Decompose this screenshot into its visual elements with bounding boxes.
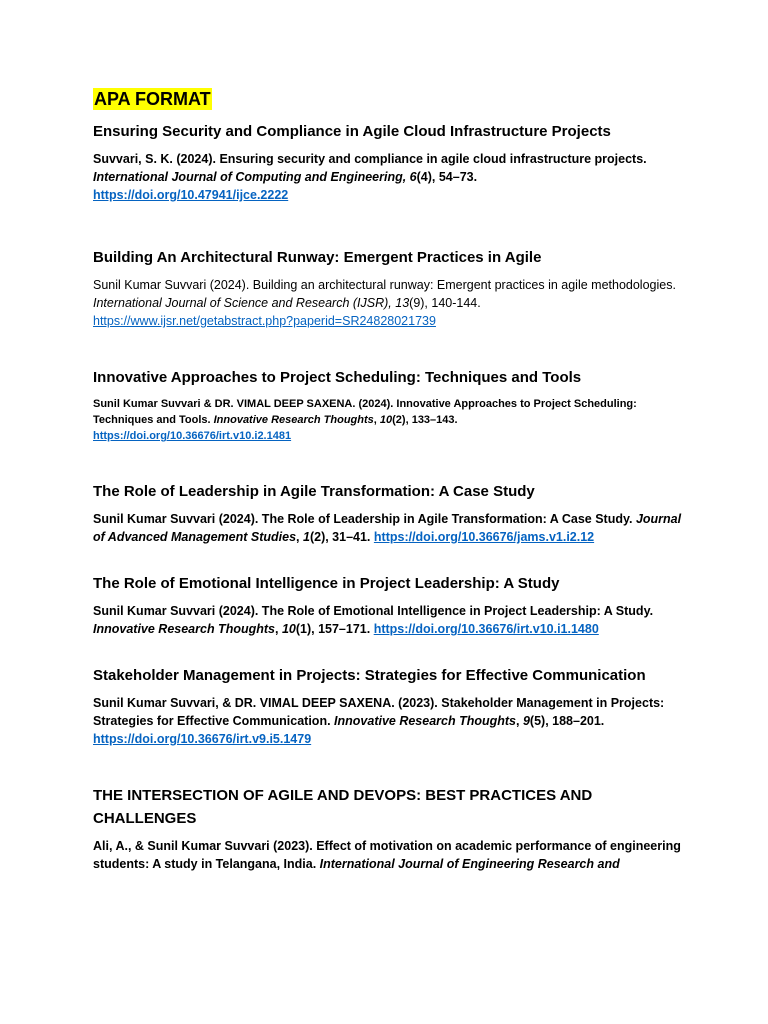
citation-issue: (9), 140-144. bbox=[409, 296, 481, 310]
citation-issue: (5), 188–201. bbox=[529, 714, 605, 728]
reference-citation bbox=[93, 837, 688, 873]
citation-journal: Innovative Research Thoughts bbox=[93, 622, 275, 636]
citation-text: Ali, A., & Sunil Kumar Suvvari (2023). Effect of motivation on academic performance of engineering students: A study in Telangana, India. bbox=[93, 839, 681, 871]
reference-entry bbox=[93, 366, 688, 444]
citation-volume: 10 bbox=[379, 414, 393, 426]
reference-title: Building An Architectural Runway: Emergent Practices in Agile bbox=[93, 249, 542, 266]
citation-sep: , bbox=[296, 530, 303, 544]
document-heading: APA FORMAT bbox=[94, 89, 211, 109]
reference-title: The Role of Leadership in Agile Transformation: A Case Study bbox=[93, 483, 535, 500]
doi-link[interactable]: https://doi.org/10.47941/ijce.2222 bbox=[93, 188, 289, 202]
reference-entry bbox=[93, 664, 688, 748]
doi-link[interactable]: https://doi.org/10.36676/irt.v10.i2.1481 bbox=[93, 430, 292, 442]
citation-issue: (2), 31–41. bbox=[309, 530, 374, 544]
citation-journal: Innovative Research Thoughts bbox=[213, 414, 374, 426]
citation-journal: International Journal of Science and Research (IJSR), 13 bbox=[93, 296, 410, 310]
doi-link[interactable]: https://doi.org/10.36676/irt.v10.i1.1480 bbox=[373, 622, 599, 636]
citation-issue: (2), 133–143. bbox=[392, 414, 458, 426]
citation-issue: (4), 54–73. bbox=[416, 170, 478, 184]
paper-link[interactable]: https://www.ijsr.net/getabstract.php?paperid=SR24828021739 bbox=[93, 314, 436, 328]
reference-title: Innovative Approaches to Project Scheduling: Techniques and Tools bbox=[93, 369, 582, 386]
reference-entry bbox=[93, 784, 688, 873]
citation-volume: 10 bbox=[281, 622, 296, 636]
doi-link[interactable]: https://doi.org/10.36676/jams.v1.i2.12 bbox=[373, 530, 595, 544]
reference-citation bbox=[93, 602, 688, 638]
citation-volume: 9 bbox=[522, 714, 530, 728]
reference-entry bbox=[93, 246, 688, 330]
reference-citation bbox=[93, 276, 688, 330]
citation-issue: (1), 157–171. bbox=[295, 622, 374, 636]
reference-title: The Role of Emotional Intelligence in Project Leadership: A Study bbox=[93, 575, 560, 592]
reference-entry bbox=[93, 480, 688, 546]
reference-citation bbox=[93, 396, 688, 444]
citation-journal: International Journal of Computing and Engineering, 6 bbox=[93, 170, 417, 184]
citation-sep: , bbox=[373, 414, 380, 426]
reference-title: THE INTERSECTION OF AGILE AND DEVOPS: BEST PRACTICES AND CHALLENGES bbox=[93, 787, 593, 827]
citation-text: Sunil Kumar Suvvari & DR. VIMAL DEEP SAXENA. (2024). Innovative Approaches to Project Scheduling: Techniques and Tools. bbox=[93, 398, 637, 426]
reference-entry bbox=[93, 572, 688, 638]
reference-entry bbox=[93, 120, 688, 204]
citation-text: Sunil Kumar Suvvari (2024). The Role of Leadership in Agile Transformation: A Case Study. bbox=[93, 512, 636, 526]
reference-citation bbox=[93, 510, 688, 546]
citation-journal: Journal of Advanced Management Studies bbox=[93, 512, 682, 544]
citation-sep: , bbox=[274, 622, 282, 636]
citation-volume: 1 bbox=[303, 530, 310, 544]
citation-sep: , bbox=[516, 714, 523, 728]
citation-text: Sunil Kumar Suvvari (2024). The Role of Emotional Intelligence in Project Leadership: A Study. bbox=[93, 604, 654, 618]
citation-journal: International Journal of Engineering Research and bbox=[319, 857, 620, 871]
citation-text: Suvvari, S. K. (2024). Ensuring security and compliance in agile cloud infrastructure projects. bbox=[93, 152, 647, 166]
citation-text: Sunil Kumar Suvvari (2024). Building an architectural runway: Emergent practices in agile methodologies. bbox=[93, 278, 676, 292]
citation-text: Sunil Kumar Suvvari, & DR. VIMAL DEEP SAXENA. (2023). Stakeholder Management in Projects: Strategies for Effective Communication. bbox=[93, 696, 665, 728]
reference-citation bbox=[93, 150, 688, 204]
reference-title: Stakeholder Management in Projects: Strategies for Effective Communication bbox=[93, 667, 646, 684]
reference-title: Ensuring Security and Compliance in Agile Cloud Infrastructure Projects bbox=[93, 123, 611, 140]
citation-journal: Innovative Research Thoughts bbox=[334, 714, 517, 728]
reference-citation bbox=[93, 694, 688, 748]
doi-link[interactable]: https://doi.org/10.36676/irt.v9.i5.1479 bbox=[93, 732, 312, 746]
